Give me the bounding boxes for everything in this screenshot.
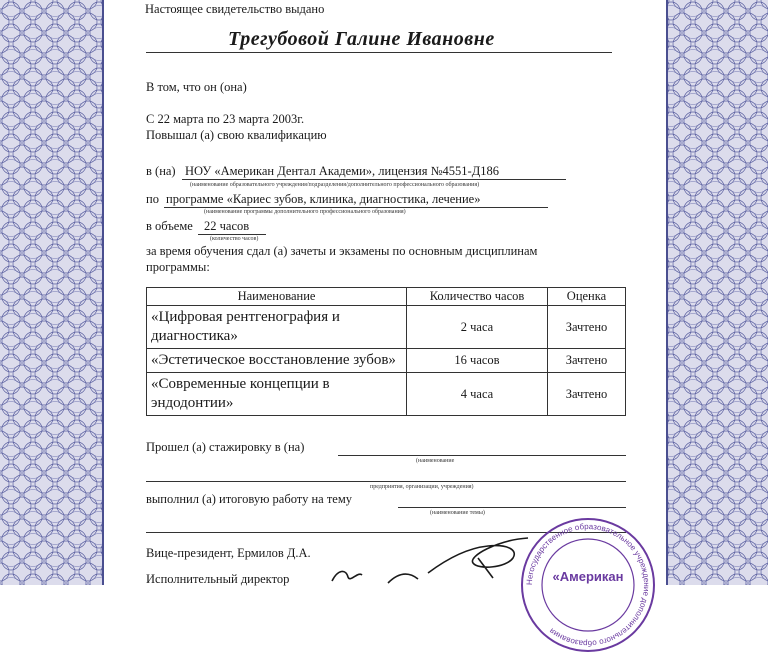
program-value: программе «Кариес зубов, клиника, диагностика, лечение» — [166, 192, 481, 206]
discipline-name: «Эстетическое восстановление зубов» — [147, 349, 407, 373]
exams-text-line1: за время обучения сдал (а) зачеты и экзамены по основным дисциплинам — [146, 244, 538, 258]
certificate-body — [118, 0, 660, 649]
column-header-grade: Оценка — [548, 288, 626, 306]
institution-value: НОУ «Американ Дентал Академи», лицензия №4551-Д186 — [185, 164, 499, 178]
program-caption: (наименование программы дополнительного профессионального образования) — [204, 209, 406, 215]
discipline-name: «Цифровая рентгенография и диагностика» — [147, 306, 407, 349]
volume-prefix: в объеме — [146, 219, 193, 233]
name-underline — [146, 52, 612, 53]
internship-underline — [338, 455, 626, 456]
program-prefix: по — [146, 192, 159, 206]
discipline-grade: Зачтено — [548, 373, 626, 416]
discipline-hours: 4 часа — [407, 373, 548, 416]
stamp-ring-text: Негосударственное образовательное учреждение дополнительного образования — [524, 521, 652, 649]
discipline-name: «Современные концепции в эндодонтии» — [147, 373, 407, 416]
discipline-grade: Зачтено — [548, 306, 626, 349]
program-underline — [164, 207, 548, 208]
internship-caption2: предприятия, организации, учреждения) — [370, 484, 474, 490]
guilloche-border-left — [0, 0, 118, 585]
internship-label: Прошел (а) стажировку в (на) — [146, 440, 305, 454]
vice-president-signature-line: Вице-президент, Ермилов Д.А. — [146, 546, 311, 560]
qualification-text: Повышал (а) свою квалификацию — [146, 128, 327, 142]
volume-caption: (количество часов) — [210, 236, 259, 242]
exams-text-line2: программы: — [146, 260, 210, 274]
institution-prefix: в (на) — [146, 164, 176, 178]
header-text: Настоящее свидетельство выдано — [145, 2, 325, 16]
final-work-underline — [398, 507, 626, 508]
table-header-row — [147, 288, 626, 306]
recipient-name: Трегубовой Галине Ивановне — [228, 28, 495, 50]
discipline-hours: 16 часов — [407, 349, 548, 373]
executive-director-signature — [328, 565, 438, 585]
table-row — [147, 306, 626, 349]
internship-caption1: (наименование — [416, 458, 455, 464]
organization-stamp — [518, 515, 658, 655]
discipline-grade: Зачтено — [548, 349, 626, 373]
stamp-center-text: «Американ — [552, 569, 624, 584]
table-row — [147, 349, 626, 373]
column-header-hours: Количество часов — [407, 288, 548, 306]
internship-underline-2 — [146, 481, 626, 482]
volume-value: 22 часов — [204, 219, 250, 233]
table-row — [147, 373, 626, 416]
in-that-text: В том, что он (она) — [146, 80, 247, 94]
final-work-label: выполнил (а) итоговую работу на тему — [146, 492, 352, 506]
final-work-caption: (наименование темы) — [430, 510, 485, 516]
discipline-hours: 2 часа — [407, 306, 548, 349]
institution-caption: (наименование образовательного учреждения/подразделения/дополнительного профессионального образования) — [190, 182, 480, 188]
executive-director-line: Исполнительный директор — [146, 572, 290, 586]
guilloche-border-right — [660, 0, 768, 585]
dates-text: С 22 марта по 23 марта 2003г. — [146, 112, 305, 126]
disciplines-table — [146, 287, 626, 416]
institution-underline — [182, 179, 566, 180]
volume-underline — [198, 234, 266, 235]
column-header-name: Наименование — [147, 288, 407, 306]
